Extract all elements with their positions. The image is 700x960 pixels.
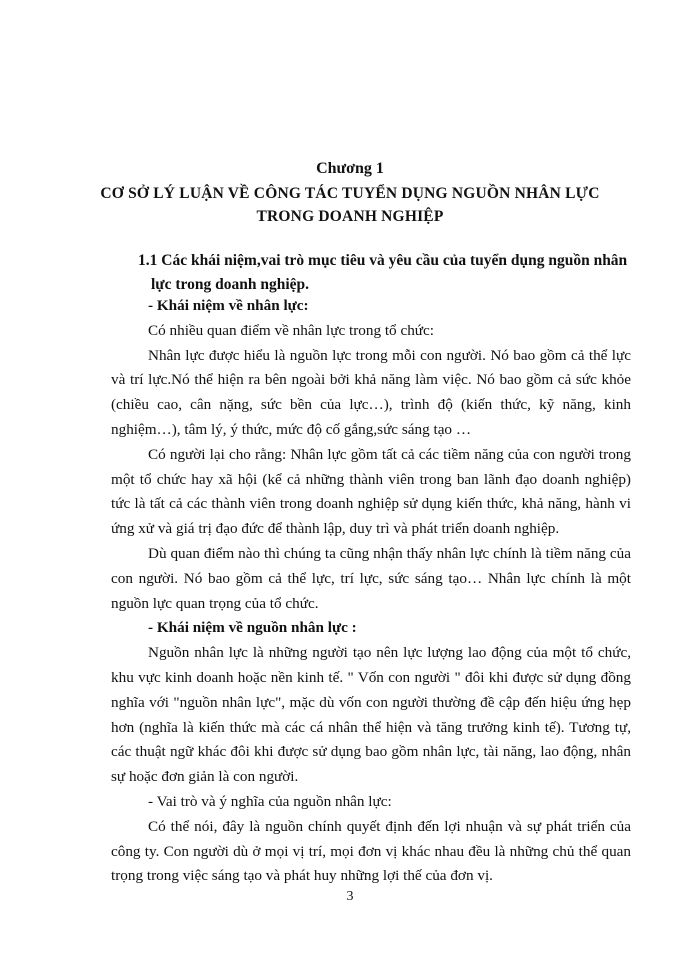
page-number: 3 bbox=[346, 889, 354, 904]
chapter-heading-line2: TRONG DOANH NGHIỆP bbox=[256, 208, 444, 225]
paragraph: Có nhiều quan điểm về nhân lực trong tổ chức: bbox=[148, 321, 434, 339]
section-heading-line1: 1.1 Các khái niệm,vai trò mục tiêu và yêu cầu của tuyển dụng nguồn nhân bbox=[138, 252, 628, 269]
chapter-number: Chương 1 bbox=[316, 160, 384, 177]
section-heading bbox=[138, 249, 628, 297]
subheading-nguon-nhan-luc: - Khái niệm về nguồn nhân lực : bbox=[148, 619, 357, 637]
paragraph: Nhân lực được hiểu là nguồn lực trong mỗi con người. Nó bao gồm cả thể lực và trí lực.Nó thể hiện ra bên ngoài bởi khả năng làm việc. Nó bao gồm cả sức khỏe (chiều cao, cân nặng, sức bền của lực…), trình độ (kiến thức, kỹ năng, kinh nghiệm…), tâm lý, ý thức, mức độ cố gắng,sức sáng tạo … bbox=[111, 346, 631, 438]
body-text bbox=[111, 294, 631, 889]
section-heading-line2: lực trong doanh nghiệp. bbox=[151, 276, 310, 293]
paragraph: Dù quan điểm nào thì chúng ta cũng nhận thấy nhân lực chính là tiềm năng của con người. Nó bao gồm cả thể lực, trí lực, sức sáng tạo… Nhân lực chính là một nguồn lực quan trọng của tổ chức. bbox=[111, 544, 631, 612]
chapter-heading bbox=[100, 182, 600, 228]
paragraph: Có người lại cho rằng: Nhân lực gồm tất cả các tiềm năng của con người trong một tổ chức hay xã hội (kể cả những thành viên trong ban lãnh đạo doanh nghiệp) tức là tất cả các thành viên trong doanh nghiệp sử dụng kiến thức, khả năng, hành vi ứng xử và giá trị đạo đức để thành lập, duy trì và phát triển doanh nghiệp. bbox=[111, 445, 631, 538]
chapter-heading-line1: CƠ SỞ LÝ LUẬN VỀ CÔNG TÁC TUYỂN DỤNG NGUỒN NHÂN LỰC bbox=[100, 185, 600, 202]
subheading-nhan-luc: - Khái niệm về nhân lực: bbox=[148, 297, 309, 314]
paragraph: Nguồn nhân lực là những người tạo nên lực lượng lao động của một tổ chức, khu vực kinh doanh hoặc nền kinh tế. " Vốn con người " đôi khi được sử dụng đồng nghĩa với "nguồn nhân lực", mặc dù vốn con người thường đề cập đến hiệu ứng hẹp hơn (nghĩa là kiến thức mà các cá nhân thể hiện và tăng trưởng kinh tế). Tương tự, các thuật ngữ khác đôi khi được sử dụng bao gồm nhân lực, tài năng, lao động, nhân sự hoặc đơn giản là con người. bbox=[111, 644, 631, 786]
subheading-vai-tro: - Vai trò và ý nghĩa của nguồn nhân lực: bbox=[148, 792, 392, 810]
paragraph: Có thể nói, đây là nguồn chính quyết định đến lợi nhuận và sự phát triển của công ty. Con người dù ở mọi vị trí, mọi đơn vị khác nhau đều là những chủ thể quan trọng trong việc sáng tạo và phát huy những lợi thế của đơn vị. bbox=[111, 817, 631, 885]
